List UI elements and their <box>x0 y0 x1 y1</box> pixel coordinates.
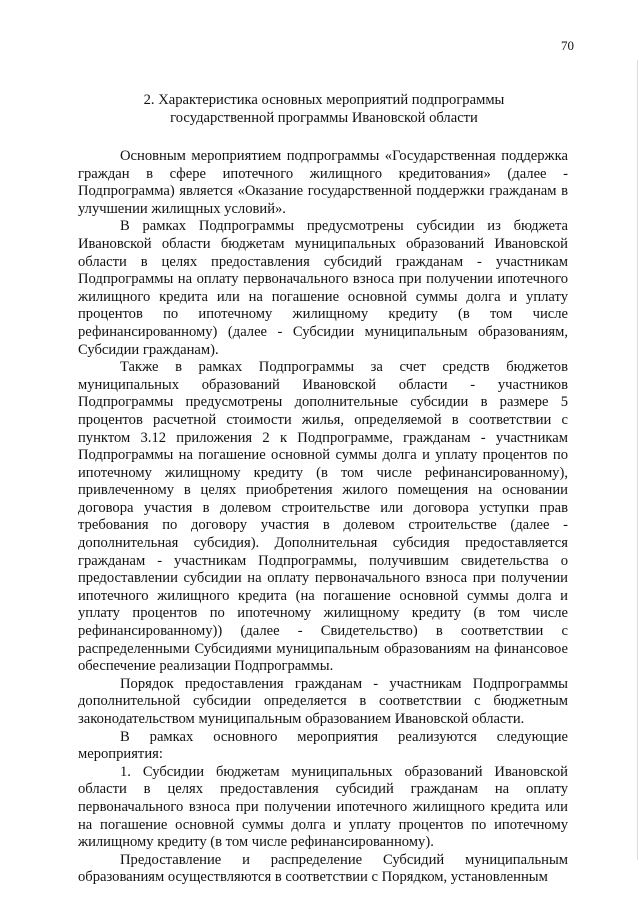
section-heading <box>78 92 570 127</box>
document-body <box>78 148 568 887</box>
paragraph-subsidies: В рамках Подпрограммы предусмотрены субсидии из бюджета Ивановской области бюджетам муниципальных образований Ивановской области в целях предоставления субсидий гражданам - участникам Подпрограммы на оплату первоначального взноса при получении ипотечного жилищного кредита или на погашение основной суммы долга и уплату процентов по ипотечному жилищному кредиту (в том числе рефинансированному) (далее - Субсидии муниципальным образованиям, Субсидии гражданам). <box>78 218 568 358</box>
heading-line-1: 2. Характеристика основных мероприятий подпрограммы <box>143 92 505 108</box>
page-number: 70 <box>561 38 574 53</box>
paragraph-main-measure: Основным мероприятием подпрограммы «Государственная поддержка граждан в сфере ипотечного жилищного кредитования» (далее - Подпрограмма) является «Оказание государственной поддержки гражданам в улучшении жилищных условий». <box>78 148 568 217</box>
heading-line-2: государственной программы Ивановской области <box>170 109 478 126</box>
paragraph-additional-subsidy: Также в рамках Подпрограммы за счет средств бюджетов муниципальных образований Ивановской области - участников Подпрограммы предусмотрены дополнительные субсидии в размере 5 процентов расчетной стоимости жилья, определяемой в соответствии с пунктом 3.12 приложения 2 к Подпрограмме, гражданам - участникам Подпрограммы на погашение основной суммы долга и уплату процентов по ипотечному жилищному кредиту (в том числе рефинансированному), привлеченному в целях приобретения жилого помещения на основании договора участия в долевом строительстве или договора уступки прав требования по договору участия в долевом строительстве (далее - дополнительная субсидия). Дополнительная субсидия предоставляется гражданам - участникам Подпрограммы, получившим свидетельства о предоставлении субсидии на оплату первоначального взноса при получении ипотечного жилищного кредита (на погашение основной суммы долга и уплату процентов по ипотечному жилищному кредиту (в том числе рефинансированному)) (далее - Свидетельство) в соответствии с распределенными Субсидиями муниципальным образованиям на финансовое обеспечение реализации Подпрограммы. <box>78 359 568 675</box>
paragraph-measure-1: 1. Субсидии бюджетам муниципальных образований Ивановской области в целях предоставления субсидий гражданам на оплату первоначального взноса при получении ипотечного жилищного кредита или на погашение основной суммы долга и уплату процентов по ипотечному жилищному кредиту (в том числе рефинансированному). <box>78 763 568 851</box>
scan-edge-line <box>637 60 638 860</box>
paragraph-measures-intro: В рамках основного мероприятия реализуются следующие мероприятия: <box>78 728 568 763</box>
paragraph-distribution: Предоставление и распределение Субсидий муниципальным образованиям осуществляются в соответствии с Порядком, установленным <box>78 851 568 886</box>
paragraph-procedure: Порядок предоставления гражданам - участникам Подпрограммы дополнительной субсидии определяется в соответствии с бюджетным законодательством муниципальным образованием Ивановской области. <box>78 675 568 727</box>
